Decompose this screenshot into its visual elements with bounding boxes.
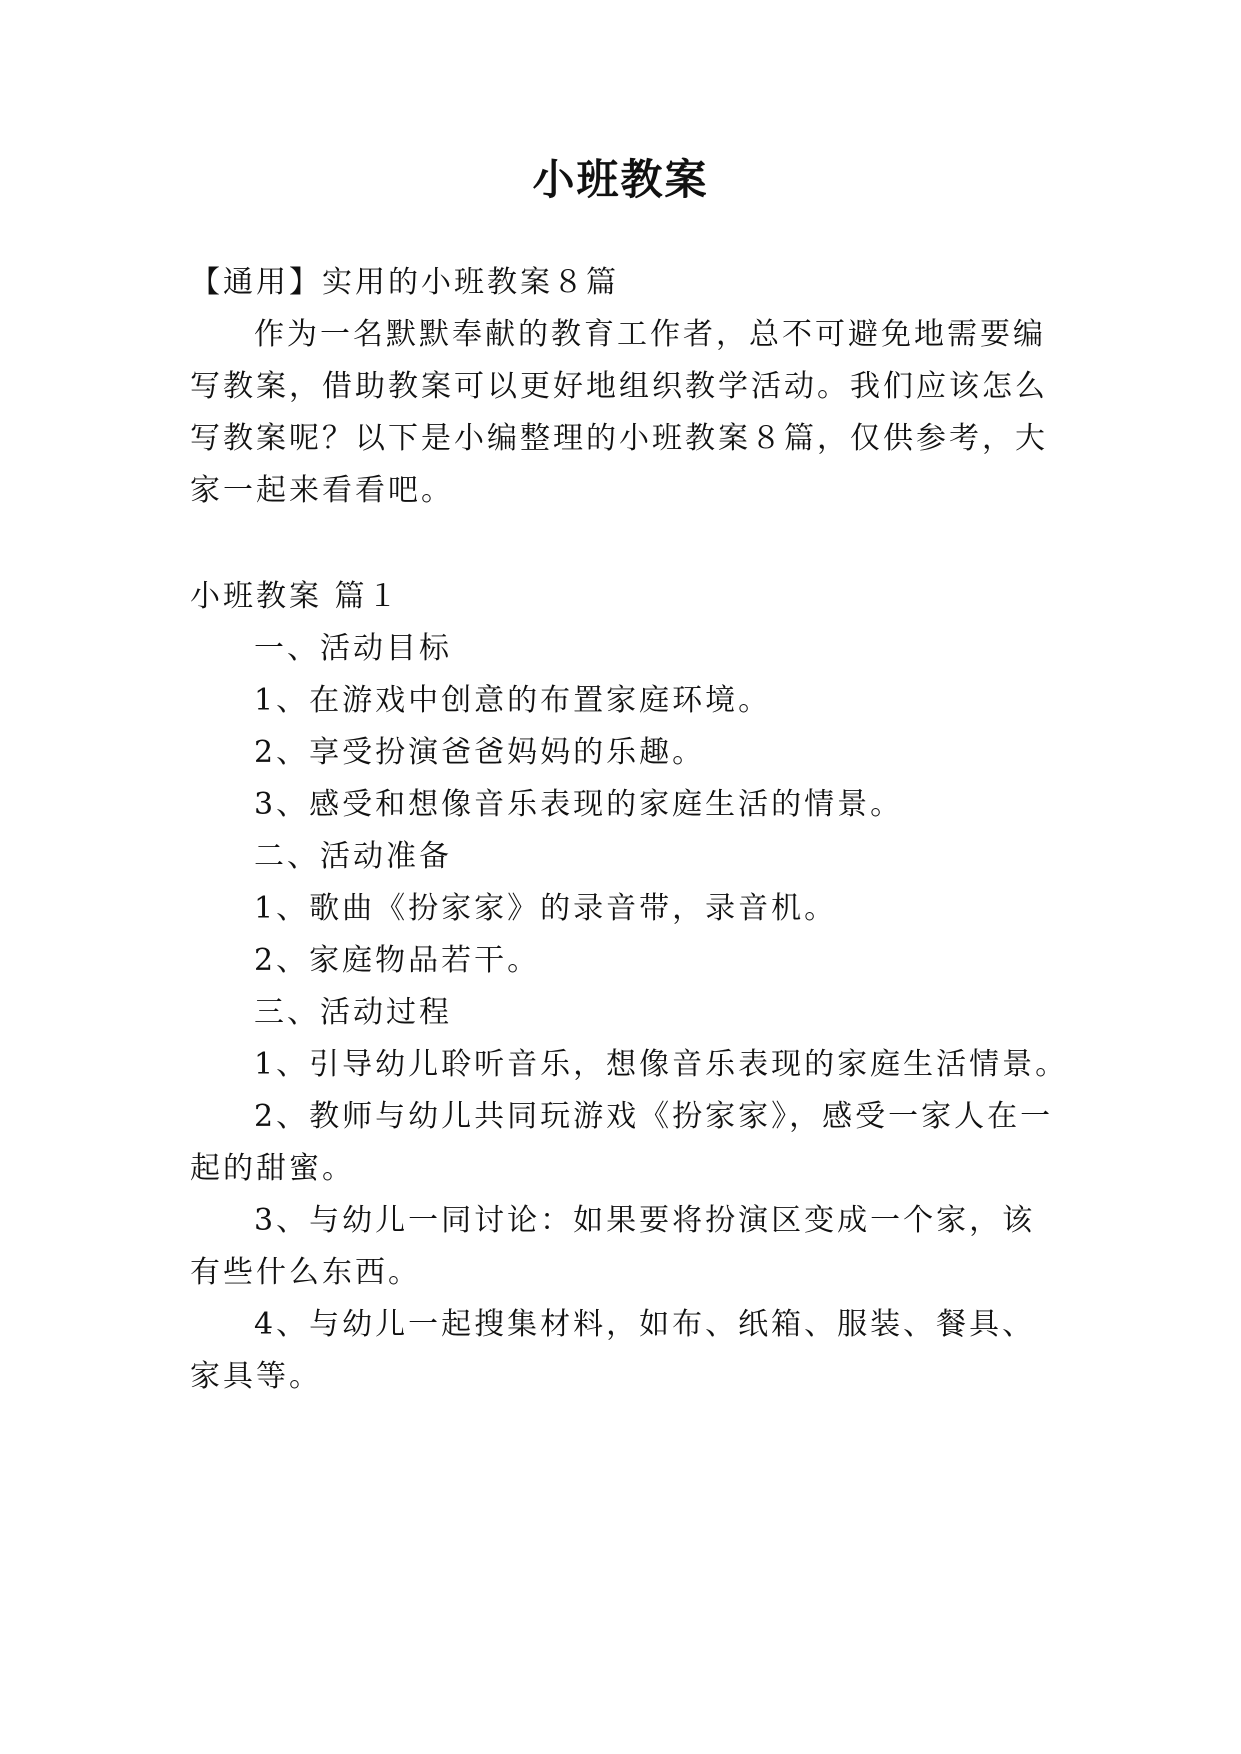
intro-line-2: 写教案，借助教案可以更好地组织教学活动。我们应该怎么 [190,369,1048,404]
page-title: 小班教案 [532,155,709,204]
list-item: 2、家庭物品若干。 [254,943,541,978]
list-item: 1、引导幼儿聆听音乐，想像音乐表现的家庭生活情景。 [254,1047,1069,1082]
list-heading: 一、活动目标 [254,631,452,666]
section-heading: 小班教案 篇１ [190,579,401,614]
list-item: 2、教师与幼儿共同玩游戏《扮家家》，感受一家人在一 [254,1099,1054,1134]
list-item: 3、感受和想像音乐表现的家庭生活的情景。 [254,787,904,822]
list-item: 1、歌曲《扮家家》的录音带，录音机。 [254,891,838,926]
list-item: 3、与幼儿一同讨论：如果要将扮演区变成一个家，该 [254,1203,1036,1238]
intro-line-4: 家一起来看看吧。 [190,473,454,508]
list-heading: 三、活动过程 [254,995,452,1030]
intro-line-1: 作为一名默默奉献的教育工作者，总不可避免地需要编 [254,317,1046,352]
subtitle-line: 【通用】实用的小班教案８篇 [190,265,619,300]
list-item-continuation: 家具等。 [190,1359,322,1394]
list-item: 4、与幼儿一起搜集材料，如布、纸箱、服装、餐具、 [254,1307,1036,1342]
list-item: 1、在游戏中创意的布置家庭环境。 [254,683,772,718]
list-item-continuation: 起的甜蜜。 [190,1151,355,1186]
list-item: 2、享受扮演爸爸妈妈的乐趣。 [254,735,706,770]
list-item-continuation: 有些什么东西。 [190,1255,421,1290]
list-heading: 二、活动准备 [254,839,452,874]
intro-line-3: 写教案呢？以下是小编整理的小班教案８篇，仅供参考，大 [190,421,1048,456]
